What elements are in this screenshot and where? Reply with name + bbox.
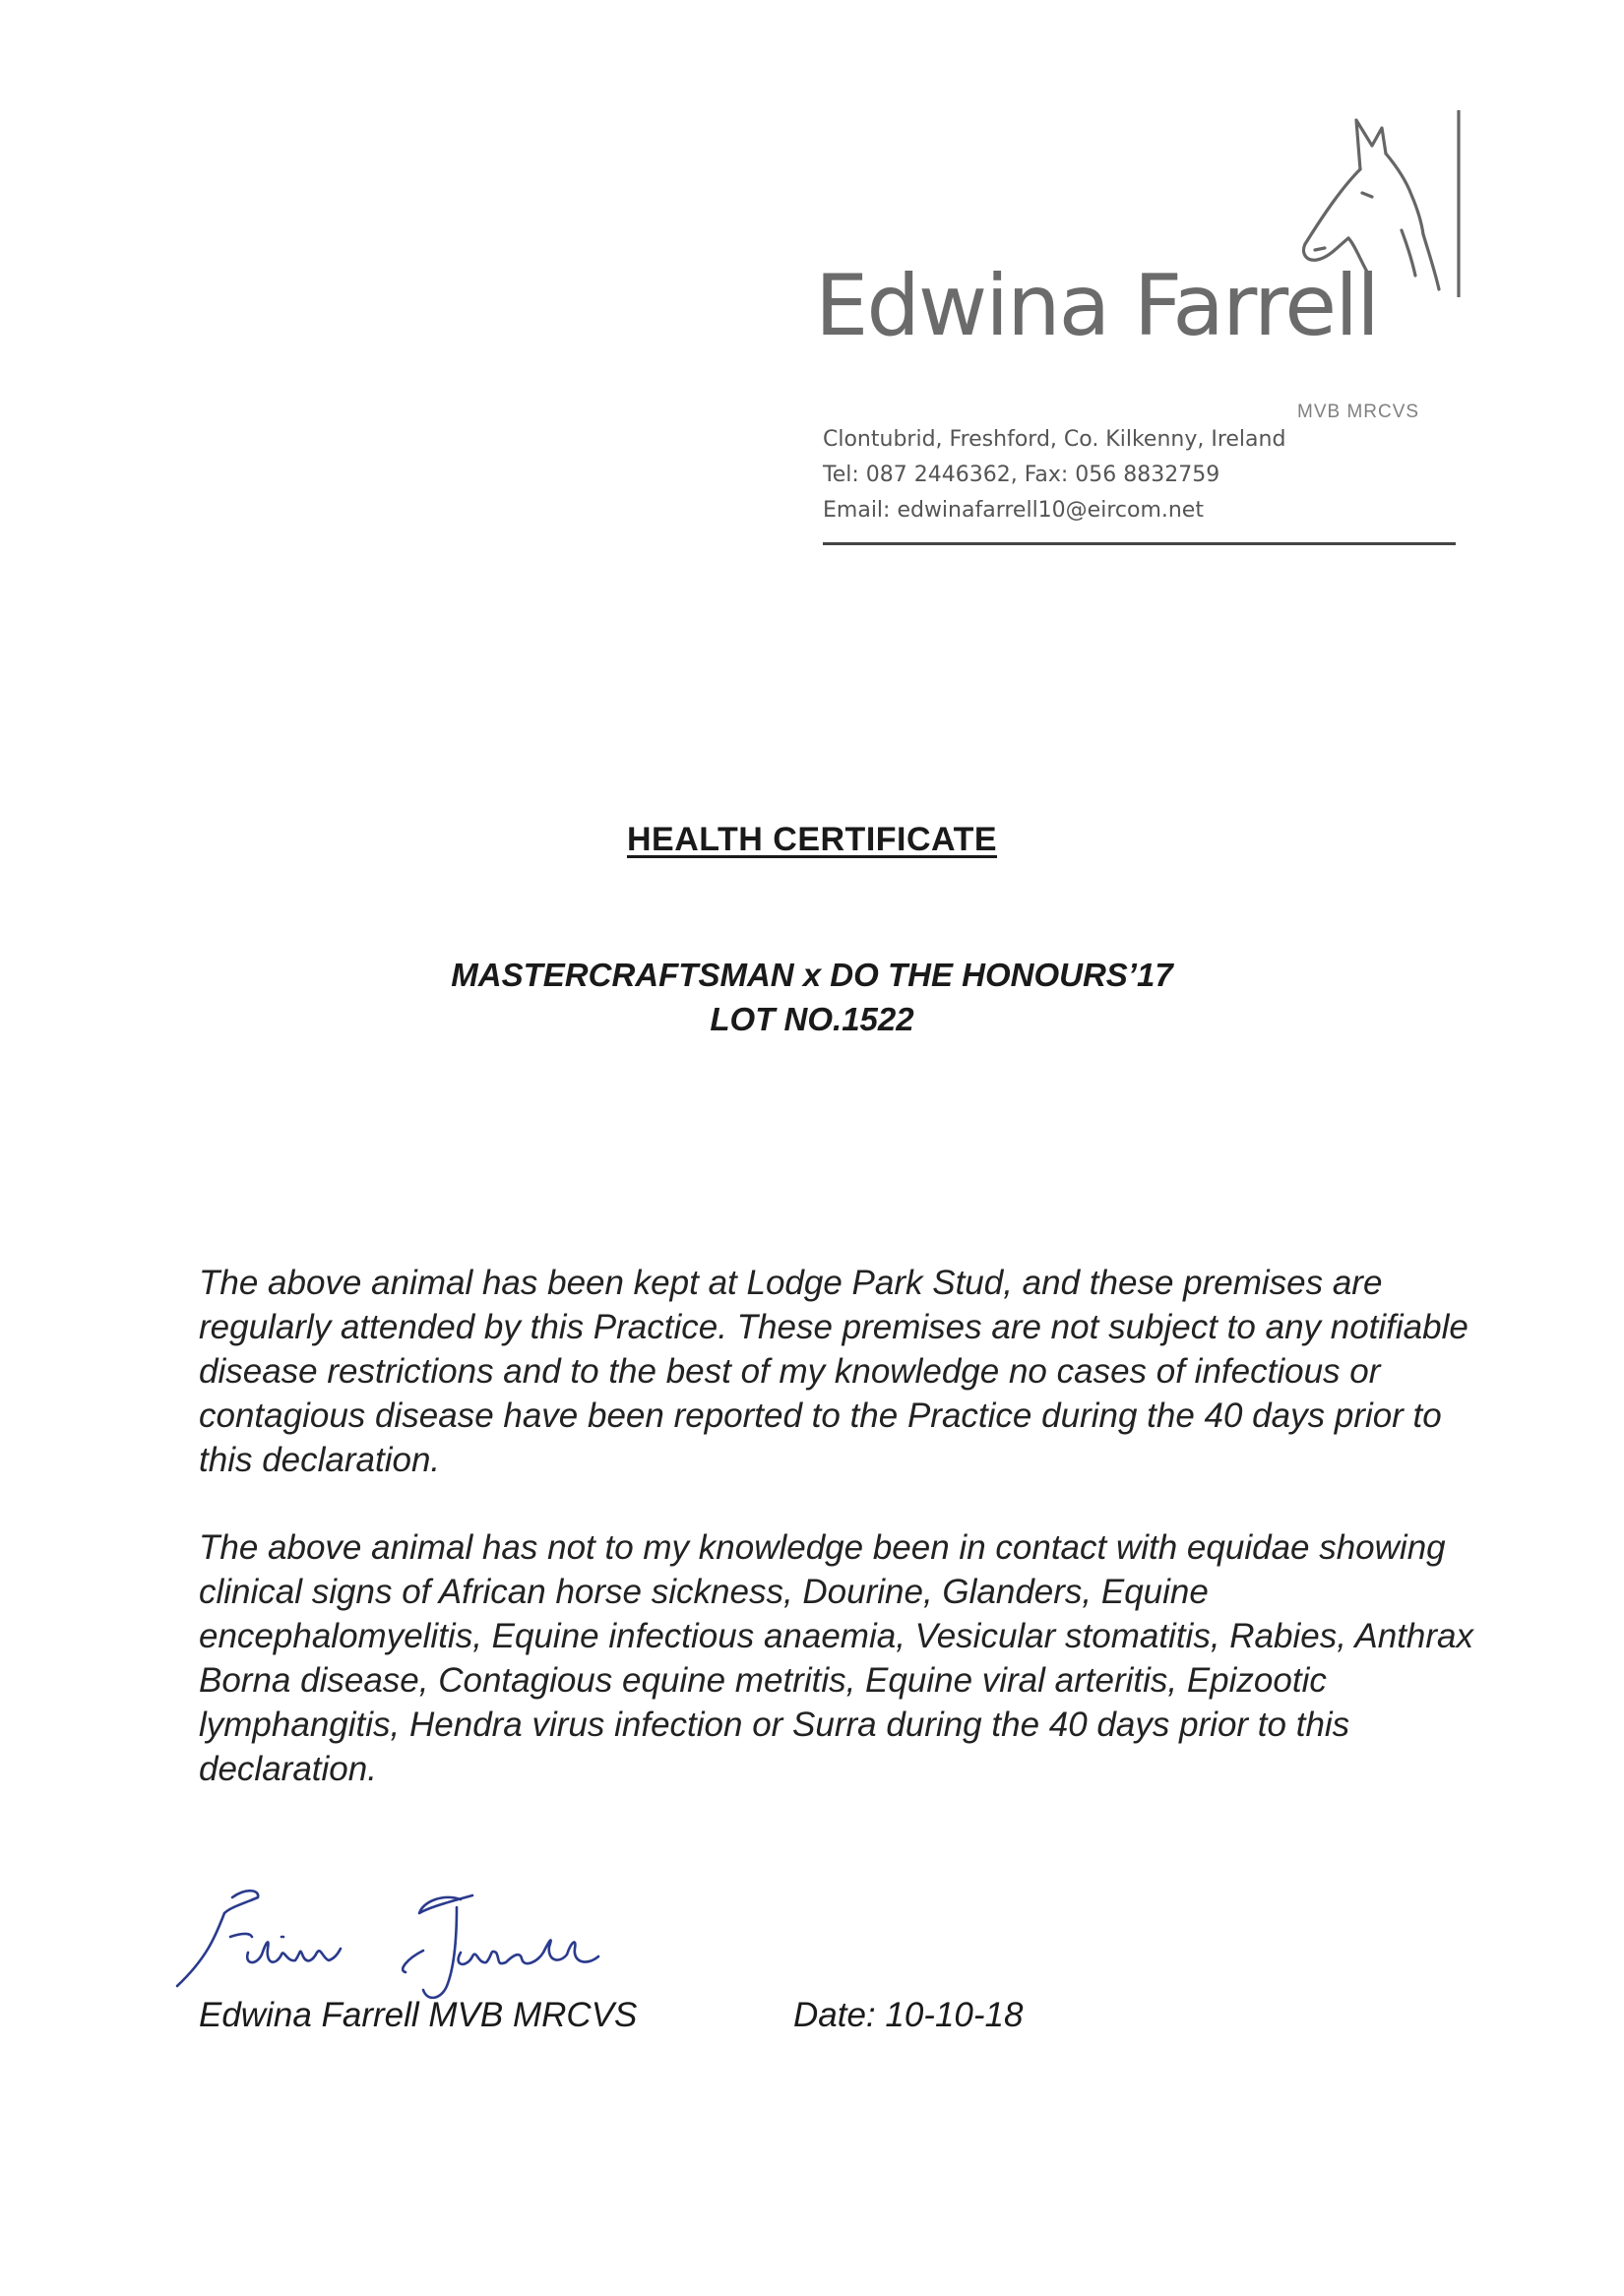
practice-qualifications: MVB MRCVS (1297, 402, 1420, 422)
declaration-paragraph-premises: The above animal has been kept at Lodge Park Stud, and these premises are regularly attended by this Practice. These premises are not subject to any notifiable disease restrictions and to the best of my knowledge no cases of infectious or contagious disease have been reported to the Practice during the 40 days prior to this declaration. (199, 1264, 1468, 1479)
signatory-name: Edwina Farrell MVB MRCVS (199, 1996, 638, 2034)
certificate-title: HEALTH CERTIFICATE (626, 821, 998, 858)
horse-pedigree: MASTERCRAFTSMAN x DO THE HONOURS’17 (451, 957, 1173, 993)
practice-name: Edwina Farrell (815, 257, 1378, 355)
lot-number: LOT NO.1522 (710, 1001, 914, 1037)
declaration-paragraph-contact: The above animal has not to my knowledge been in contact with equidae showing clinical signs of African horse sickness, Dourine, Glanders, Equine encephalomyelitis, Equine infectious anaemia, Vesicular stomatitis, Rabies, Anthrax Borna disease, Contagious equine metritis, Equine viral arteritis, Epizootic lymphangitis, Hendra virus infection or Surra during the 40 days prior to this declaration. (199, 1528, 1473, 1788)
letterhead-divider (823, 542, 1456, 545)
practice-email: Email: edwinafarrell10@eircom.net (823, 498, 1204, 523)
practice-address: Clontubrid, Freshford, Co. Kilkenny, Ireland (823, 427, 1286, 452)
signature-date: Date: 10-10-18 (793, 1996, 1024, 2034)
practice-phone-fax: Tel: 087 2446362, Fax: 056 8832759 (823, 463, 1220, 487)
